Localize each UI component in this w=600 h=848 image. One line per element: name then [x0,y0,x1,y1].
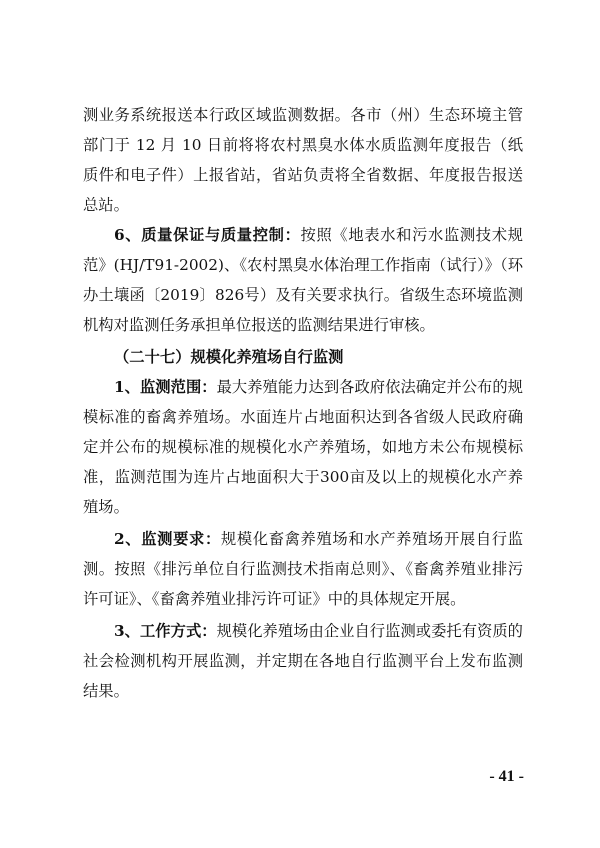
paragraph-working-method [83,616,523,706]
paragraph-monitoring-requirements [83,524,523,614]
page-number: - 41 - [489,768,524,785]
quality-control-label: 6、质量保证与质量控制： [114,226,301,244]
paragraph-report-submission: 测业务系统报送本行政区域监测数据。各市（州）生态环境主管部门于 12 月 10 日前将将农村黑臭水体水质监测年度报告（纸质件和电子件）上报省站，省站负责将全省数据、年度报告报送总站。 [83,106,523,214]
monitoring-scope-text: 最大养殖能力达到各政府依法确定并公布的规模标准的畜禽养殖场。水面连片占地面积达到各省级人民政府确定并公布的规模标准的规模化水产养殖场，如地方未公布规模标准，监测范围为连片占地面积大于300亩及以上的规模化水产养殖场。 [83,378,523,516]
document-body [83,100,523,706]
quality-control-text: 按照《地表水和污水监测技术规范》(HJ/T91-2002)、《农村黑臭水体治理工作指南（试行）》（环办土壤函〔2019〕826号）及有关要求执行。省级生态环境监测机构对监测任务承担单位报送的监测结果进行审核。 [83,226,523,334]
working-method-label: 3、工作方式： [114,622,217,640]
working-method-text: 规模化养殖场由企业自行监测或委托有资质的社会检测机构开展监测，并定期在各地自行监测平台上发布监测结果。 [83,622,523,700]
monitoring-requirements-label: 2、监测要求： [114,530,221,548]
paragraph-monitoring-scope [83,372,523,522]
monitoring-scope-label: 1、监测范围： [114,378,217,396]
monitoring-requirements-text: 规模化畜禽养殖场和水产养殖场开展自行监测。按照《排污单位自行监测技术指南总则》、《畜禽养殖业排污许可证》、《畜禽养殖业排污许可证》中的具体规定开展。 [83,530,523,608]
paragraph-quality-control [83,220,523,340]
section-heading: （二十七）规模化养殖场自行监测 [114,348,344,366]
